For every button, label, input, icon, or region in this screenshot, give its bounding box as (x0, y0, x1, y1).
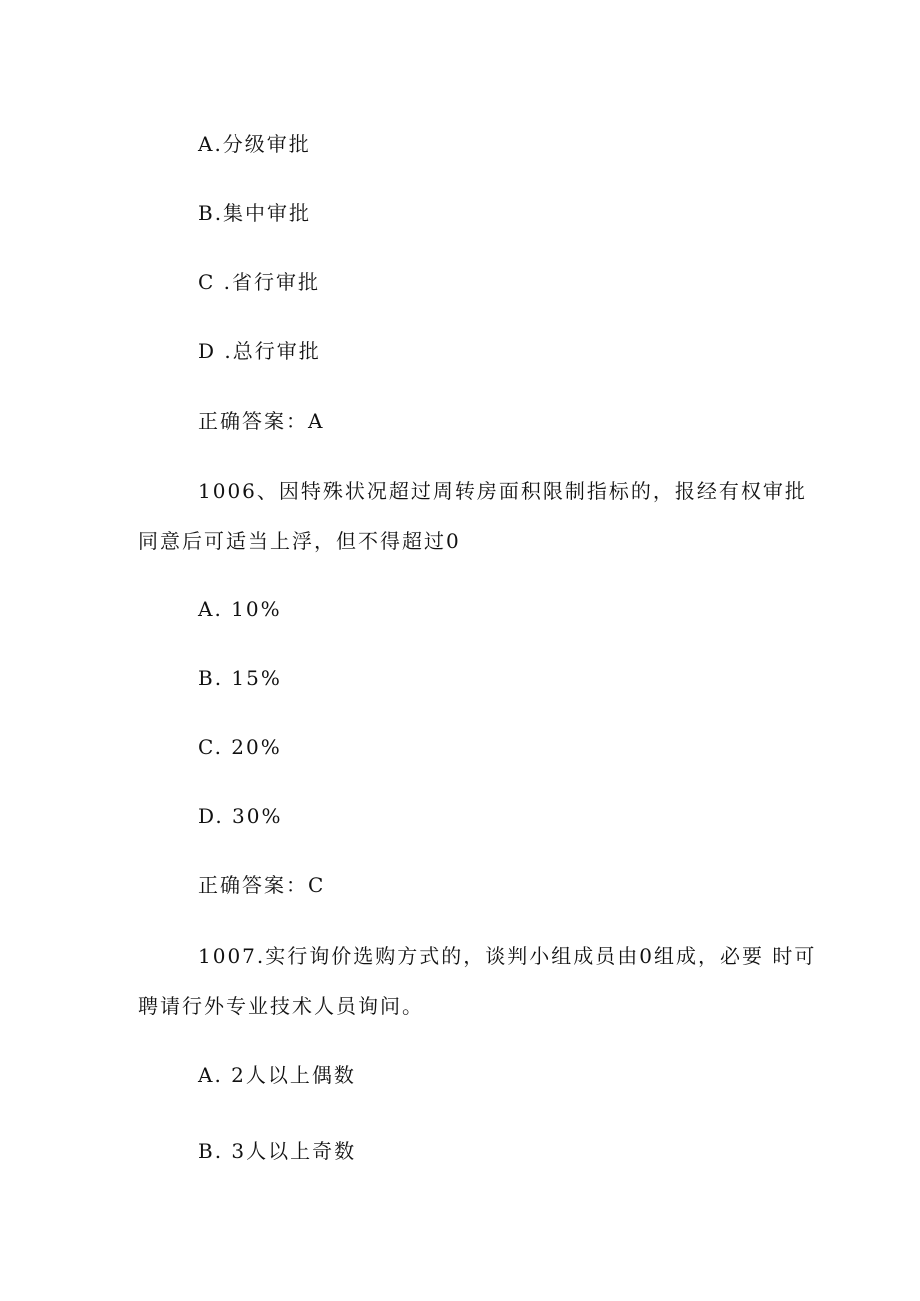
option-c: C. 20% (198, 735, 282, 759)
option-a: A. 10% (198, 597, 282, 621)
option-d: D. 30% (198, 804, 283, 828)
answer-line: 正确答案：A (198, 409, 325, 433)
option-b: B. 3人以上奇数 (198, 1139, 357, 1163)
option-b: B.集中审批 (198, 201, 312, 225)
option-d: D .总行审批 (198, 339, 321, 363)
option-a: A. 2人以上偶数 (198, 1063, 356, 1087)
option-a: A.分级审批 (198, 132, 311, 156)
question-1006-line1: 1006、因特殊状况超过周转房面积限制指标的，报经有权审批 (198, 479, 807, 503)
question-1007-line1: 1007.实行询价选购方式的，谈判小组成员由0组成，必要 时可 (198, 944, 817, 968)
option-c: C .省行审批 (198, 270, 321, 294)
answer-line: 正确答案：C (198, 873, 326, 897)
question-1007-line2: 聘请行外专业技术人员询问。 (138, 994, 424, 1018)
option-b: B. 15% (198, 666, 282, 690)
question-1006-line2: 同意后可适当上浮，但不得超过0 (138, 529, 461, 553)
